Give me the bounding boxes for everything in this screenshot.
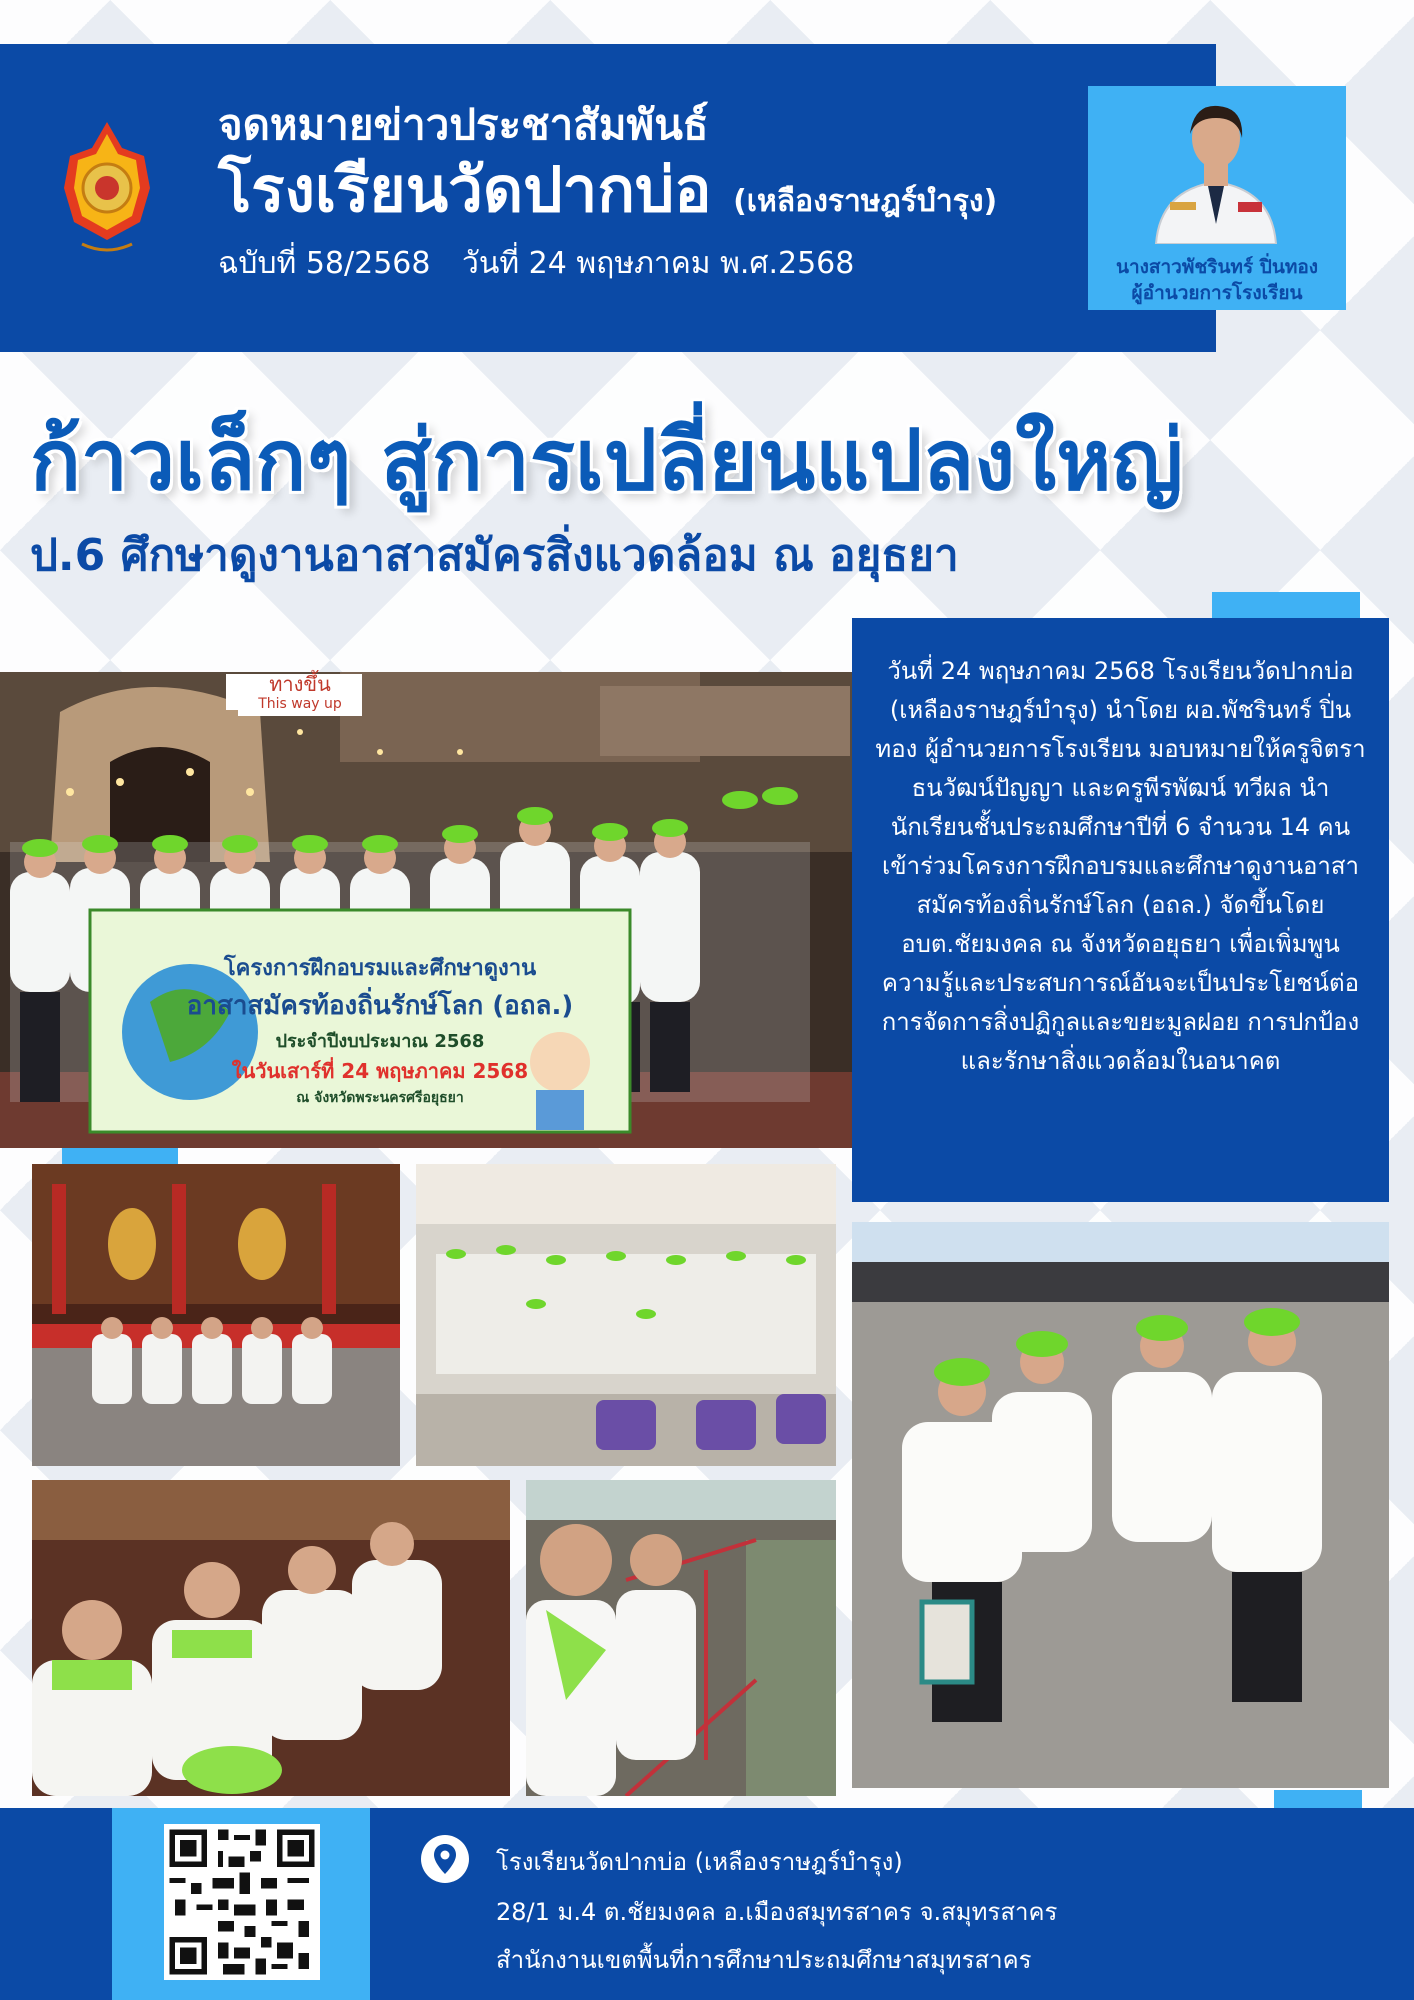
- photo-temple: [32, 1164, 400, 1466]
- newsletter-label: จดหมายข่าวประชาสัมพันธ์: [218, 100, 709, 149]
- issue-number: ฉบับที่ 58/2568: [218, 245, 431, 281]
- photo-hall: [416, 1164, 836, 1466]
- school-logo: [52, 118, 162, 258]
- footer-office: สำนักงานเขตพื้นที่การศึกษาประถมศึกษาสมุทรสาคร: [496, 1946, 1032, 1974]
- headline: ก้าวเล็กๆ สู่การเปลี่ยนแปลงใหญ่: [30, 411, 1184, 509]
- footer-address: 28/1 ม.4 ต.ชัยมงคล อ.เมืองสมุทรสาคร จ.สมุทรสาคร: [496, 1898, 1058, 1926]
- director-position: ผู้อำนวยการโรงเรียน: [1131, 282, 1303, 304]
- director-name: นางสาวพัชรินทร์ ปิ่นทอง: [1115, 256, 1319, 278]
- qr-code[interactable]: [164, 1824, 320, 1980]
- header-text: [218, 100, 997, 287]
- school-name-main: โรงเรียนวัดปากบ่อ: [218, 153, 712, 227]
- issue-line: [218, 240, 997, 287]
- banner-line-4: ในวันเสาร์ที่ 24 พฤษภาคม 2568: [231, 1059, 529, 1083]
- issue-date: วันที่ 24 พฤษภาคม พ.ศ.2568: [462, 245, 855, 281]
- director-photo: [1146, 94, 1286, 244]
- photo-riverside: [526, 1480, 836, 1796]
- banner-line-2: อาสาสมัครท้องถิ่นรักษ์โลก (อถล.): [186, 991, 574, 1021]
- sign-english: This way up: [258, 696, 342, 712]
- article-box: [852, 618, 1389, 1202]
- article-body: วันที่ 24 พฤษภาคม 2568 โรงเรียนวัดปากบ่อ (เหลืองราษฎร์บำรุง) นำโดย ผอ.พัชรินทร์ ปิ่นทอง ผู้อำนวยการโรงเรียน มอบหมายให้ครูจิตรา ธนวัฒน์ปัญญา และครูพีรพัฒน์ ทวีผล นำนักเรียนชั้นประถมศึกษาปีที่ 6 จำนวน 14 คน เข้าร่วมโครงการฝึกอบรมและศึกษาดูงานอาสาสมัครท้องถิ่นรักษ์โลก (อถล.) จัดขึ้นโดย อบต.ชัยมงคล ณ จังหวัดอยุธยา เพื่อเพิ่มพูนความรู้และประสบการณ์อันจะเป็นประโยชน์ต่อการจัดการสิ่งปฏิกูลและขยะมูลฝอย การปกป้องและรักษาสิ่งแวดล้อมในอนาคต: [875, 657, 1366, 1075]
- sign-this-way-up: [238, 674, 362, 716]
- photo-outdoor: [852, 1222, 1389, 1788]
- school-name: [218, 154, 997, 225]
- banner-line-3: ประจำปีงบประมาณ 2568: [275, 1031, 485, 1052]
- photo-seated: [32, 1480, 510, 1796]
- location-pin-icon: [420, 1834, 470, 1884]
- school-name-suffix: (เหลืองราษฎร์บำรุง): [733, 184, 998, 220]
- banner-text: [160, 950, 600, 1109]
- footer-school: โรงเรียนวัดปากบ่อ (เหลืองราษฎร์บำรุง): [496, 1848, 903, 1876]
- banner-line-5: ณ จังหวัดพระนครศรีอยุธยา: [296, 1090, 464, 1106]
- director-card: [1088, 86, 1346, 310]
- sign-thai: ทางขึ้น: [269, 672, 331, 696]
- banner-line-1: โครงการฝึกอบรมและศึกษาดูงาน: [223, 956, 537, 981]
- subheadline: ป.6 ศึกษาดูงานอาสาสมัครสิ่งแวดล้อม ณ อยุธยา: [30, 530, 959, 581]
